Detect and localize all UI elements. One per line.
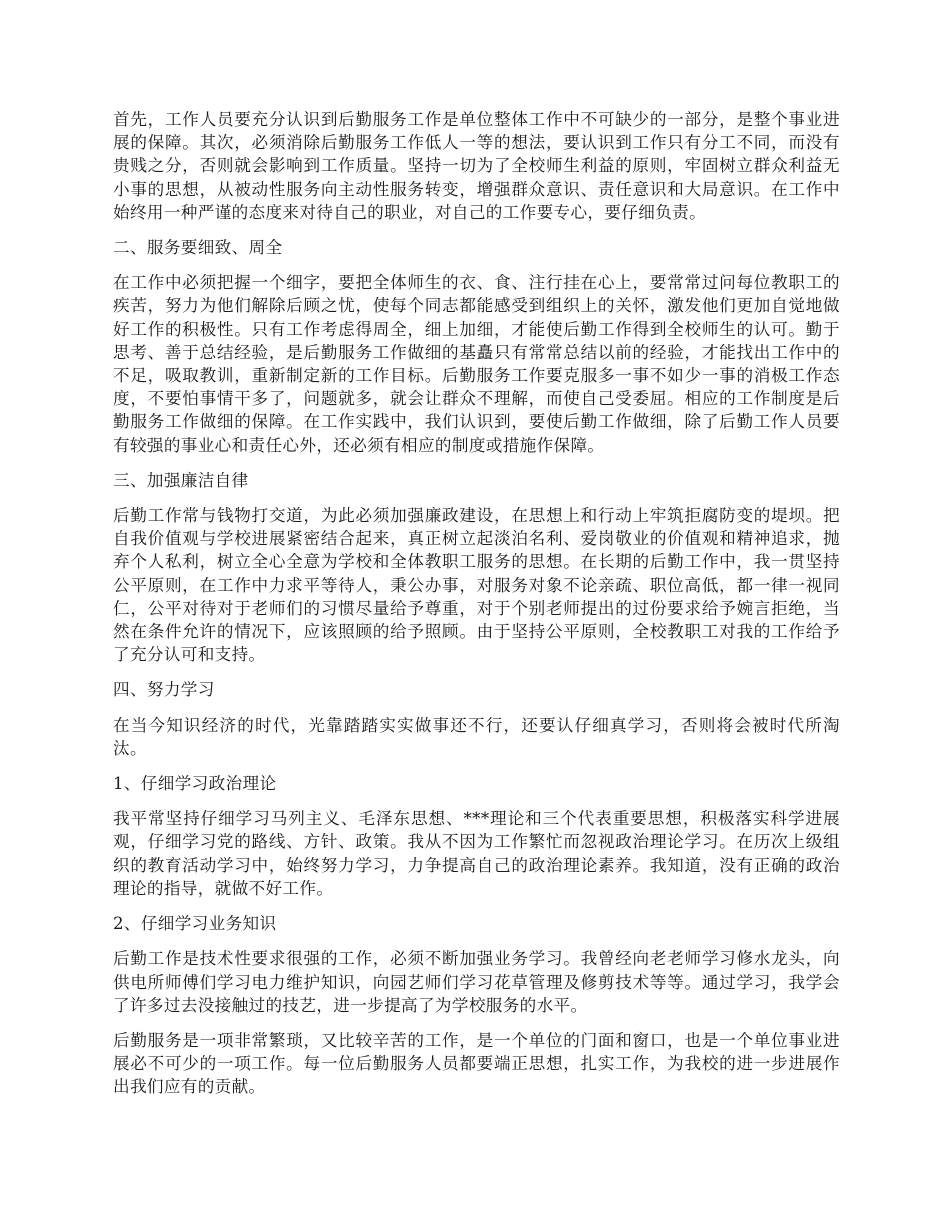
section-heading-2: 二、服务要细致、周全: [113, 238, 283, 258]
paragraph-intro: 首先，工作人员要充分认识到后勤服务工作是单位整体工作中不可缺少的一部分，是整个事业进展的保障。其次，必须消除后勤服务工作低人一等的想法，要认识到工作只有分工不同，而没有贵贱之分，否则就会影响到工作质量。坚持一切为了全校师生利益的原则，牢固树立群众利益无小事的思想，从被动性服务向主动性服务转变，增强群众意识、责任意识和大局意识。在工作中始终用一种严谨的态度来对待自己的职业，对自己的工作要专心，要仔细负责。: [113, 110, 840, 222]
document-body: [113, 108, 840, 1111]
paragraph-service-detail: 在工作中必须把握一个细字，要把全体师生的衣、食、注行挂在心上，要常常过问每位教职工的疾苦，努力为他们解除后顾之忧，使每个同志都能感受到组织上的关怀，激发他们更加自觉地做好工作的积极性。只有工作考虑得周全，细上加细，才能使后勤工作得到全校师生的认可。勤于思考、善于总结经验，是后勤服务工作做细的基矗只有常常总结以前的经验，才能找出工作中的不足，吸取教训，重新制定新的工作目标。后勤服务工作要克服多一事不如少一事的消极工作态度，不要怕事情干多了，问题就多，就会让群众不理解，而使自己受委屈。相应的工作制度是后勤服务工作做细的保障。在工作实践中，我们认识到，要使后勤工作做细，除了后勤工作人员要有较强的事业心和责任心外，还必须有相应的制度或措施作保障。: [113, 273, 840, 455]
paragraph-study-intro: 在当今知识经济的时代，光靠踏踏实实做事还不行，还要认仔细真学习，否则将会被时代所淘汰。: [113, 715, 840, 758]
paragraph-integrity: 后勤工作常与钱物打交道，为此必须加强廉政建设，在思想上和行动上牢筑拒腐防变的堤坝。把自我价值观与学校进展紧密结合起来，真正树立起淡泊名利、爱岗敬业的价值观和精神追求，抛弃个人私利，树立全心全意为学校和全体教职工服务的思想。在长期的后勤工作中，我一贯坚持公平原则，在工作中力求平等待人，秉公办事，对服务对象不论亲疏、职位高低，都一律一视同仁，公平对待对于老师们的习惯尽量给予尊重，对于个别老师提出的过份要求给予婉言拒绝，当然在条件允许的情况下，应该照顾的给予照顾。由于坚持公平原则，全校教职工对我的工作给予了充分认可和支持。: [113, 506, 840, 665]
subheading-politics: 1、仔细学习政治理论: [113, 774, 277, 794]
paragraph-politics: 我平常坚持仔细学习马列主义、毛泽东思想、***理论和三个代表重要思想，积极落实科学进展观，仔细学习党的路线、方针、政策。我从不因为工作繁忙而忽视政治理论学习。在历次上级组织的教育活动学习中，始终努力学习，力争提高自己的政治理论素养。我知道，没有正确的政治理论的指导，就做不好工作。: [113, 809, 840, 898]
paragraph-conclusion: 后勤服务是一项非常繁琐，又比较辛苦的工作，是一个单位的门面和窗口，也是一个单位事业进展必不可少的一项工作。每一位后勤服务人员都要端正思想，扎实工作，为我校的进一步进展作出我们应有的贡献。: [113, 1030, 840, 1097]
section-heading-3: 三、加强廉洁自律: [113, 470, 249, 490]
subheading-business: 2、仔细学习业务知识: [113, 914, 277, 934]
paragraph-business: 后勤工作是技术性要求很强的工作，必须不断加强业务学习。我曾经向老老师学习修水龙头，向供电所师傅们学习电力维护知识，向园艺师们学习花草管理及修剪技术等等。通过学习，我学会了许多过去没接触过的技艺，进一步提高了为学校服务的水平。: [113, 949, 840, 1015]
section-heading-4: 四、努力学习: [113, 680, 215, 700]
